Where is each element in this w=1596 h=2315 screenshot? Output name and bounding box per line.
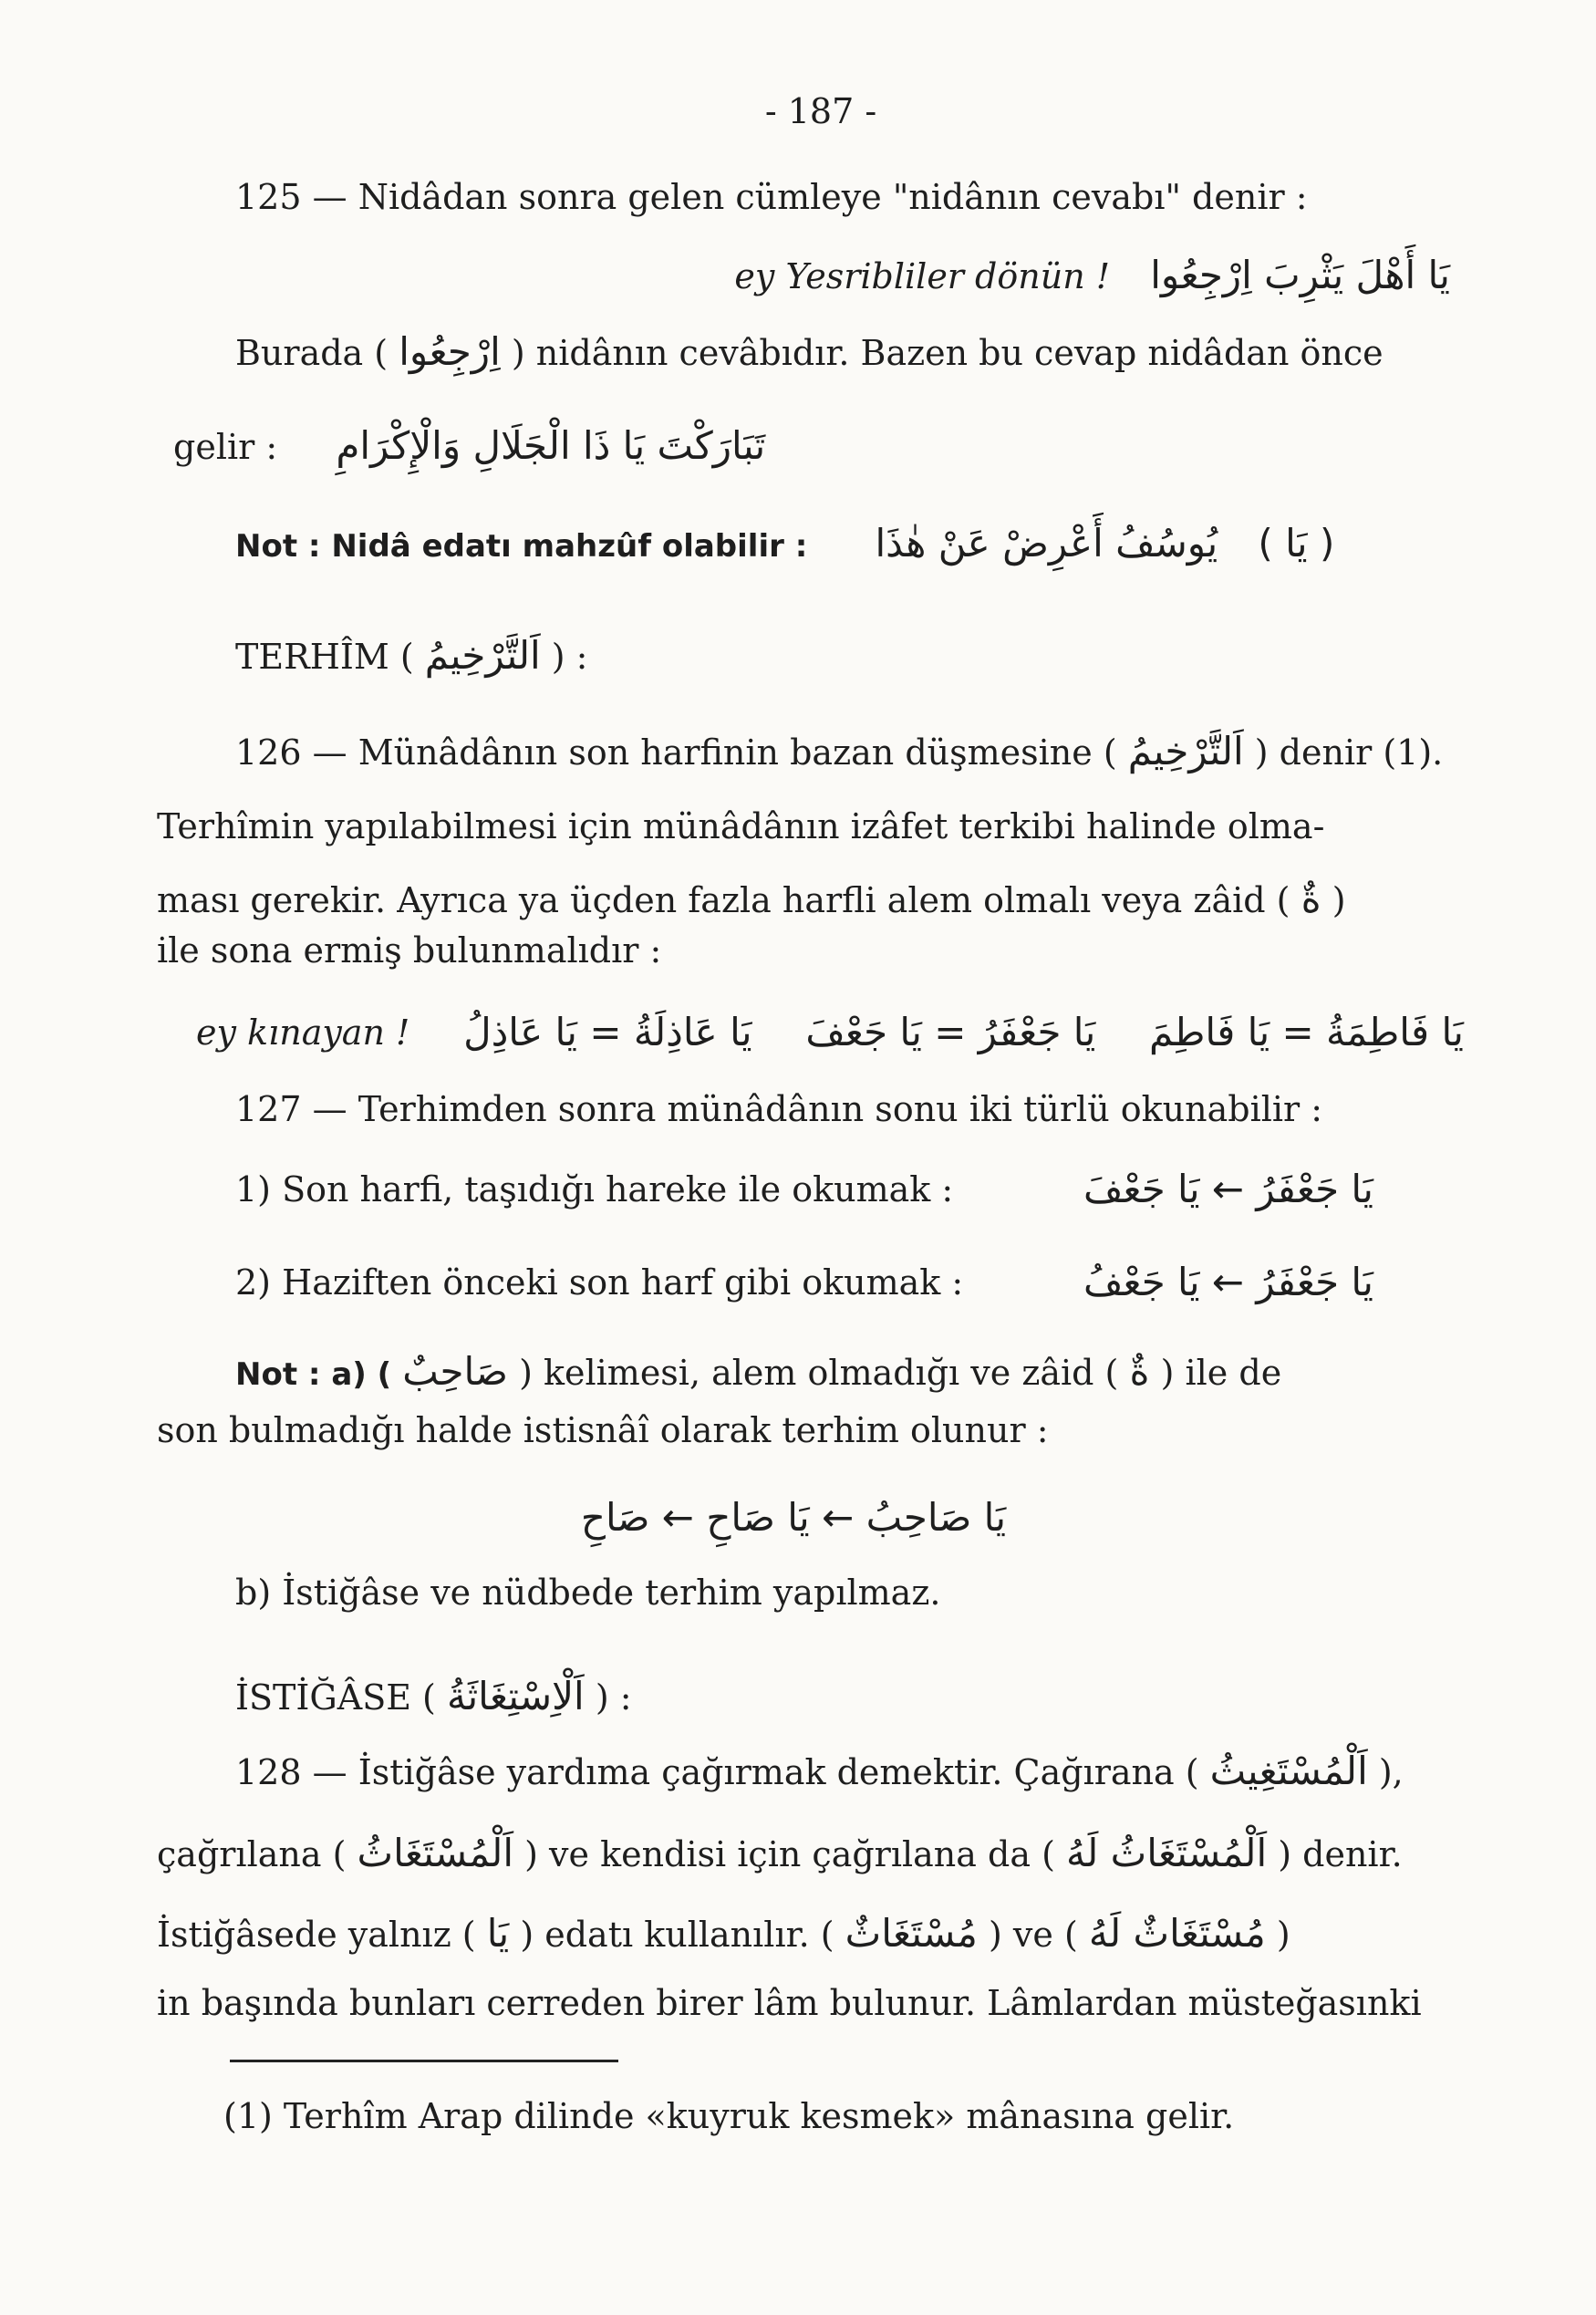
arabic-particle: ( يَا ) [1258,521,1335,566]
paragraph-127-note-line2: son bulmadığı halde istisnâî olarak terhim olunur : [157,1410,1049,1450]
example-arabic: يَا أَهْلَ يَثْرِبَ اِرْجِعُوا [1150,253,1450,297]
paragraph-126-line4: ile sona ermiş bulunmalıdır : [157,930,662,971]
arabic-letter: ةٌ [1301,877,1321,921]
arabic-example: يَا صَاحِبُ ← يَا صَاحِ ← صَاحِ [580,1495,1007,1540]
text: ) edatı kullanılır. ( [520,1915,834,1955]
text: 126 — Münâdânın son harfinin bazan düşmesine ( [235,732,1117,773]
text: ) ve ( [989,1915,1078,1955]
text: ) denir (1). [1254,732,1444,773]
page-number: - 187 - [764,91,877,131]
paragraph-127-note [235,1350,1462,1396]
paragraph-127-item2 [235,1261,1412,1304]
section-heading-terhim [235,634,587,679]
text: ması gerekir. Ayrıca ya üçden fazla harfli alem olmalı veya zâid ( [157,880,1290,920]
text: 1) Son harfi, taşıdığı hareke ile okumak : [235,1169,954,1209]
arabic-example: يَا جَعْفَرُ ← يَا جَعْفَ [1083,1167,1373,1211]
arabic-word: مُسْتَغَاثٌ لَهُ [1088,1911,1266,1956]
arabic-word: اَلتَّرْخِيمُ [1127,729,1244,773]
text: ) [1276,1915,1290,1955]
arabic-word: صَاحِبٌ [402,1349,508,1394]
arabic-word: يَا [486,1911,510,1956]
text: çağrılana ( [157,1834,347,1874]
text: ) ile de [1160,1353,1282,1393]
text: 2) Haziften önceki son harf gibi okumak : [235,1262,964,1303]
paragraph-127-item1 [235,1168,1412,1211]
paragraph-126-line3 [157,877,1346,922]
paragraph-128-line2 [157,1832,1403,1876]
text: ) ve kendisi için çağrılana da ( [524,1834,1055,1874]
arabic-word: مُسْتَغَاثٌ [845,1911,978,1956]
text: ) kelimesi, alem olmadığı ve zâid ( [519,1353,1119,1393]
text: Not : Nidâ edatı mahzûf olabilir : [235,528,808,565]
paragraph-125-line1: 125 — Nidâdan sonra gelen cümleye "nidânın cevabı" denir : [235,177,1308,217]
text: ) [1332,880,1346,920]
paragraph-127-b: b) İstiğâse ve nüdbede terhim yapılmaz. [235,1573,941,1613]
heading-arabic: اَلتَّرْخِيمُ [424,633,541,678]
paragraph-128-line1 [235,1749,1404,1794]
paragraph-126-line1 [235,730,1443,774]
text: 128 — İstiğâse yardıma çağırmak demektir. Çağırana ( [235,1752,1199,1792]
text: Not : a) ( [235,1356,392,1393]
arabic-example-1: يَا عَاذِلَةُ = يَا عَاذِلُ [463,1010,752,1054]
heading-text: ) : [595,1677,632,1718]
arabic-example: يَا جَعْفَرُ ← يَا جَعْفُ [1083,1260,1373,1304]
arabic-word: اَلْمُسْتَغَاثُ [357,1831,514,1875]
example-translation: ey Yesribliler dönün ! [734,256,1111,296]
arabic-word: اَلْمُسْتَغَاثُ لَهُ [1065,1831,1268,1875]
arabic-word: اَلْمُسْتَغِيثُ [1209,1749,1368,1793]
arabic-example: تَبَارَكْتَ يَا ذَا الْجَلَالِ وَالْإِكْرَامِ [336,423,766,468]
paragraph-125-line2 [235,330,1459,375]
footnote-divider [230,2060,618,2062]
text: Burada ( [235,333,389,373]
heading-text: TERHÎM ( [235,637,414,677]
text: ) denir. [1278,1834,1403,1874]
text: ) nidânın cevâbıdır. Bazen bu cevap nidâdan önce [511,333,1384,373]
text: gelir : [173,427,278,467]
text: İstiğâsede yalnız ( [157,1915,476,1955]
arabic-word: اِرْجِعُوا [399,329,501,374]
footnote: (1) Terhîm Arap dilinde «kuyruk kesmek» mânasına gelir. [223,2096,1235,2136]
paragraph-126-examples [196,1011,1464,1054]
heading-arabic: اَلْاِسْتِغَاثَةُ [446,1674,585,1718]
arabic-letter: ةٌ [1129,1349,1150,1394]
paragraph-128-line3 [157,1912,1290,1957]
section-heading-istigase [235,1675,632,1719]
arabic-example-2: يَا جَعْفَرُ = يَا جَعْفَ [805,1010,1096,1054]
paragraph-128-line4: in başında bunları cerreden birer lâm bulunur. Lâmlardan müsteğasınki [157,1983,1422,2023]
paragraph-127-note-example [511,1496,1076,1541]
paragraph-125-note [235,522,1334,568]
paragraph-125-example [648,254,1450,298]
heading-text: ) : [551,637,588,677]
arabic-example-3: يَا فَاطِمَةُ = يَا فَاطِمَ [1149,1010,1464,1054]
example-translation: ey kınayan ! [196,1012,410,1053]
arabic-example: يُوسُفُ أَعْرِضْ عَنْ هٰذَا [875,521,1218,566]
paragraph-127-line1: 127 — Terhimden sonra münâdânın sonu iki türlü okunabilir : [235,1089,1323,1129]
paragraph-125-line3 [173,424,765,469]
heading-text: İSTİĞÂSE ( [235,1677,436,1718]
text: ), [1378,1752,1404,1792]
paragraph-126-line2: Terhîmin yapılabilmesi için münâdânın izâfet terkibi halinde olma- [157,806,1325,846]
